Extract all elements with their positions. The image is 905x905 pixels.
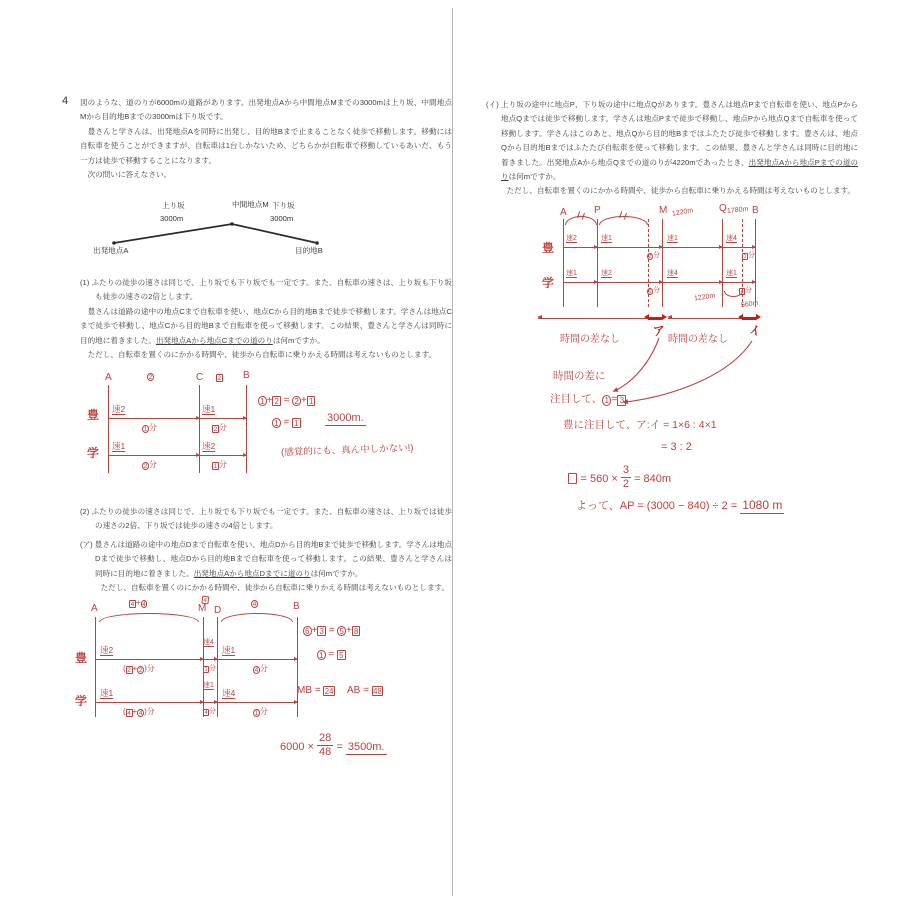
d3-axis-q	[722, 219, 723, 307]
d1-m-speed-2: 速2	[202, 441, 216, 451]
d1-equation-2: 1 = 1	[272, 417, 301, 428]
d1-y-speed-2: 速1	[202, 404, 216, 414]
q1-p2-underlined: 出発地点Aから地点Cまでの道のり	[155, 335, 273, 345]
intro-block	[80, 96, 452, 182]
d3-point-m: M	[659, 205, 668, 216]
downhill-label: 下り坂	[272, 201, 295, 210]
q2b-solution-diagram	[528, 201, 858, 351]
d2-equation-2: 1 = 5	[317, 649, 346, 660]
d2-y-speed-3: 速1	[222, 645, 236, 655]
d3-dist-mq: 1220m	[671, 207, 694, 218]
d1-axis-b	[246, 385, 247, 473]
d3-y-time-dash-m: 2分	[648, 252, 660, 260]
d2-mb-value: MB = 24	[297, 685, 334, 697]
note-box-calculation	[568, 465, 671, 490]
d3-bold-segment-b	[742, 317, 756, 320]
d2-y-speed-2: 速4	[203, 639, 214, 646]
d3-axis-a	[563, 219, 564, 307]
intro-paragraph-1: 図のような、道のりが6000mの道路があります。出発地点Aから中間地点Mまでの3000mは上り坂、中間地点Mから目的地Bまでの3000mは下り坂です。	[80, 98, 452, 122]
d3-y-speed-2: 速1	[601, 235, 612, 242]
d1-axis-a	[108, 385, 109, 473]
note-box-calc-post: = 840m	[634, 473, 672, 486]
q1-paragraph-3: ただし、自転車を置くのにかかる時間や、徒歩から自転車に乗りかえる時間は考えないものとします。	[80, 350, 437, 360]
d3-label-a: ア	[652, 323, 667, 339]
d1-yutaka-segment-ac	[108, 418, 199, 419]
d2-arc-am	[99, 613, 199, 622]
d3-manabu-seg-pm	[597, 282, 662, 283]
d2-m-speed-1: 速1	[100, 688, 114, 698]
d2-manabu-label: 学	[74, 693, 88, 709]
q2b-p1-underlined: 出発地点Aから地点Pまでの道のり	[501, 157, 858, 182]
d2-fraction-denominator: 48	[319, 746, 332, 758]
d3-no-time-diff-left: 時間の差なし	[560, 334, 620, 345]
d3-point-b: B	[752, 205, 759, 216]
d1-axis-c	[199, 385, 200, 473]
d3-manabu-seg-qb	[722, 282, 755, 283]
d3-m-speed-2: 速2	[601, 270, 612, 277]
q1-solution-diagram	[85, 370, 450, 505]
note-time-diff-1: 時間の差に	[553, 370, 606, 382]
d1-y-speed-1: 速2	[112, 404, 126, 414]
d2-final-formula	[280, 733, 387, 758]
d3-m-speed-3: 速4	[667, 270, 678, 277]
d2-ab-value: AB = 48	[347, 685, 382, 697]
d3-span-arrow-right	[668, 318, 742, 319]
d2-yutaka-label: 豊	[74, 650, 88, 666]
note-fraction	[621, 465, 631, 490]
goal-label: 目的地B	[295, 246, 323, 255]
d2-yutaka-segment-am	[95, 659, 203, 660]
d2-formula-equals: =	[336, 741, 343, 754]
d3-dist-qb: 1780m	[726, 205, 749, 216]
note-fraction-numerator: 3	[622, 464, 629, 476]
d2-yutaka-segment-md	[203, 659, 217, 660]
d2-point-d: D	[214, 605, 222, 616]
d3-point-a: A	[560, 207, 567, 218]
d2-m-time-2: 4分	[204, 708, 216, 716]
intro-paragraph-3: 次の問いに答えなさい。	[80, 170, 172, 180]
mountain-diagram	[60, 195, 360, 255]
d1-point-b: B	[243, 370, 250, 381]
q2-p2-underlined: 出発地点Aから地点Dまでに道のり	[193, 568, 311, 578]
q2-p2-pre: (ア) 豊さんは道路の途中の地点Dまで自転車を使い、地点Dから目的地Bまで徒歩で移動します。学さんは地点Dまで徒歩で移動し、地点Dから目的地Bまで自転車を使って移動します。この結果、豊さんと学さんは同時に目的地に着きました。	[80, 539, 452, 578]
q2b-paragraph-2: ただし、自転車を置くのにかかる時間や、徒歩から自転車に乗りかえる時間は考えないものとします。	[499, 186, 856, 196]
d1-manabu-segment-cb	[199, 455, 246, 456]
d3-axis-m	[662, 219, 663, 307]
d3-yutaka-label: 豊	[541, 240, 555, 256]
midpoint-label: 中間地点M	[232, 200, 269, 209]
q2a-solution-diagram	[75, 597, 470, 777]
d3-point-q: Q	[719, 203, 727, 214]
d3-m-time-560: 4分	[740, 287, 752, 295]
d1-y-time-1: 1 分	[143, 423, 157, 434]
q2b-p1-pre: (イ) 上り坂の途中に地点P、下り坂の途中に地点Qがあります。豊さんは地点Pまで自転車を使い、地点Pから地点Qまでは徒歩で移動します。学さんは地点Pまで徒歩で移動し、地点Pから地点Qまで自転車を使って移動します。学さんはこのあと、地点Qから目的地Bまではふたたび徒歩で移動します。豊さんは、地点Qから目的地Bまではふたたび自転車を使って移動します。この結果、豊さんと学さんは同時に目的地に着きました。出発地点Aから地点Qまでの道のりが4220mであったとき、	[486, 100, 858, 167]
d2-formula-pre: 6000 ×	[280, 741, 314, 754]
note-final-answer-line	[576, 497, 784, 513]
d2-manabu-segment-db	[217, 702, 297, 703]
d3-y-speed-4: 速4	[726, 235, 737, 242]
start-label: 出発地点A	[93, 246, 129, 255]
q2-p2-post: は何mですか。	[310, 568, 363, 578]
note-fraction-denominator: 2	[622, 478, 629, 490]
d3-y-speed-3: 速1	[667, 235, 678, 242]
note-final-pre: よって、AP = (3000 − 840) ÷ 2 =	[576, 500, 738, 512]
d2-equation-1: 6 + 3 = 5 + 8	[303, 625, 360, 636]
q1-p2-post: は何mですか。	[272, 335, 325, 345]
q2b-paragraph-1	[486, 98, 858, 184]
d2-y-speed-1: 速2	[100, 645, 114, 655]
d1-y-time-2: 2 分	[213, 423, 227, 434]
d3-manabu-seg-ap	[563, 282, 597, 283]
d2-y-time-3: 4 分	[254, 664, 268, 675]
d3-m-speed-1: 速1	[566, 270, 577, 277]
d1-point-c: C	[196, 372, 204, 383]
d2-dist-db: 4	[249, 598, 260, 608]
d1-m-speed-1: 速1	[112, 441, 126, 451]
question-1-block	[80, 276, 452, 362]
q2b-p1-post: は何mですか。	[508, 172, 561, 182]
q2-paragraph-3: ただし、自転車を置くのにかかる時間や、徒歩から自転車に乗りかえる時間は考えないものとします。	[93, 583, 450, 593]
d2-m-time-1: ( 4 + 4 )分	[123, 707, 155, 718]
d3-manabu-label: 学	[541, 275, 555, 291]
d2-y-time-2: 1分	[204, 665, 216, 673]
d3-no-time-diff-right: 時間の差なし	[668, 334, 728, 345]
intro-paragraph-2: 豊さんと学さんは、出発地点Aを同時に出発し、目的地Bまで止まることなく徒歩で移動します。移動には自転車を使うことができますが、自転車は1台しかないため、どちらかが自転車で移動しているあいだ、もう一方は徒歩で移動することになります。	[80, 126, 452, 165]
note-ratio-line: 豊に注目して、ア:イ = 1×6 : 4×1	[563, 419, 717, 431]
d3-y-speed-1: 速2	[566, 235, 577, 242]
d2-manabu-segment-md	[203, 702, 217, 703]
d2-m-time-3: 1 分	[254, 707, 268, 718]
d3-axis-b	[755, 219, 756, 307]
d1-top-left-units: 2	[148, 374, 153, 382]
uphill-label: 上り坂	[162, 201, 185, 210]
d3-yutaka-seg-pm	[597, 247, 662, 248]
d2-m-speed-3: 速4	[222, 688, 236, 698]
d1-manabu-segment-ac	[108, 455, 199, 456]
q1-paragraph-2	[80, 305, 452, 348]
d3-brace-1220	[724, 291, 743, 297]
d1-answer: 3000m.	[327, 412, 364, 424]
problem-number: 4	[62, 95, 69, 107]
d1-comment: (感覚的にも、真ん中しかない!)	[280, 442, 414, 459]
d2-dist-md: 4	[202, 596, 208, 605]
d2-y-time-1: ( 2 + 2 )分	[123, 664, 155, 675]
d3-y-time-560: 1分	[743, 252, 755, 260]
d1-yutaka-label: 豊	[86, 407, 100, 423]
q1-paragraph-1: (1) ふたりの徒歩の速さは同じで、上り坂でも下り坂でも一定です。また、自転車の速さは、上り坂も下り坂も徒歩の速さの2倍とします。	[80, 278, 452, 302]
d1-point-a: A	[105, 372, 112, 383]
d1-manabu-label: 学	[86, 445, 100, 461]
q2-paragraph-1: (2) ふたりの徒歩の速さは同じで、上り坂でも下り坂でも一定です。また、自転車の速さは、上り坂では徒歩の速さの2倍、下り坂では徒歩の速さの4倍とします。	[80, 507, 452, 531]
d2-manabu-segment-am	[95, 702, 203, 703]
d2-fraction	[317, 733, 333, 758]
d3-span-arrow-left	[538, 318, 648, 319]
final-answer: 1080 m	[742, 498, 783, 512]
d3-point-p: P	[594, 205, 601, 216]
note-ratio-result: = 3 : 2	[661, 441, 692, 453]
d1-m-time-2: 1 分	[213, 460, 227, 471]
d1-m-time-1: 2 分	[143, 460, 157, 471]
d2-answer: 3500m.	[347, 741, 385, 754]
d2-point-m: M	[198, 603, 207, 614]
d3-label-b: イ	[748, 323, 763, 339]
d1-yutaka-segment-cb	[199, 418, 246, 419]
uphill-dist: 3000m	[160, 214, 184, 223]
d3-bold-segment-a	[648, 317, 662, 320]
q1-p2-pre: 豊さんは道路の途中の地点Cまで自転車を使い、地点Cから目的地Bまで徒歩で移動します。学さんは地点Cまで徒歩で移動し、地点Cから目的地Bまで自転車を使って移動します。この結果、豊さんと学さんは同時に目的地に着きました。	[80, 306, 452, 345]
d2-fraction-numerator: 28	[319, 732, 332, 744]
d2-point-b: B	[293, 601, 300, 612]
d1-top-right-units: 2	[217, 375, 222, 383]
d3-sub-1220: 1220m	[693, 292, 716, 303]
d3-sub-560: 560m	[740, 299, 759, 310]
note-time-diff-2: 注目して、 1 = 3	[550, 391, 626, 406]
question-2-block	[80, 505, 452, 595]
d3-yutaka-seg-qb	[722, 247, 755, 248]
d2-yutaka-segment-db	[217, 659, 297, 660]
d3-m-speed-4: 速1	[726, 270, 737, 277]
q2-paragraph-2	[80, 538, 452, 581]
note-box-calc-pre: = 560 ×	[568, 473, 618, 485]
d2-point-a: A	[91, 603, 98, 614]
d3-m-time-dash-m: 1分	[648, 287, 660, 295]
d1-equation-1: 1 + 2 = 2 + 1	[258, 395, 315, 406]
d3-manabu-seg-mq	[662, 282, 722, 283]
d2-m-speed-2: 速1	[203, 682, 214, 689]
downhill-dist: 3000m	[270, 214, 294, 223]
question-2b-block	[486, 98, 858, 199]
d3-axis-p	[597, 219, 598, 307]
d2-arc-db	[221, 613, 293, 622]
d3-yutaka-seg-ap	[563, 247, 597, 248]
d2-dist-am: 4 + 4	[127, 598, 149, 608]
d3-yutaka-seg-mq	[662, 247, 722, 248]
